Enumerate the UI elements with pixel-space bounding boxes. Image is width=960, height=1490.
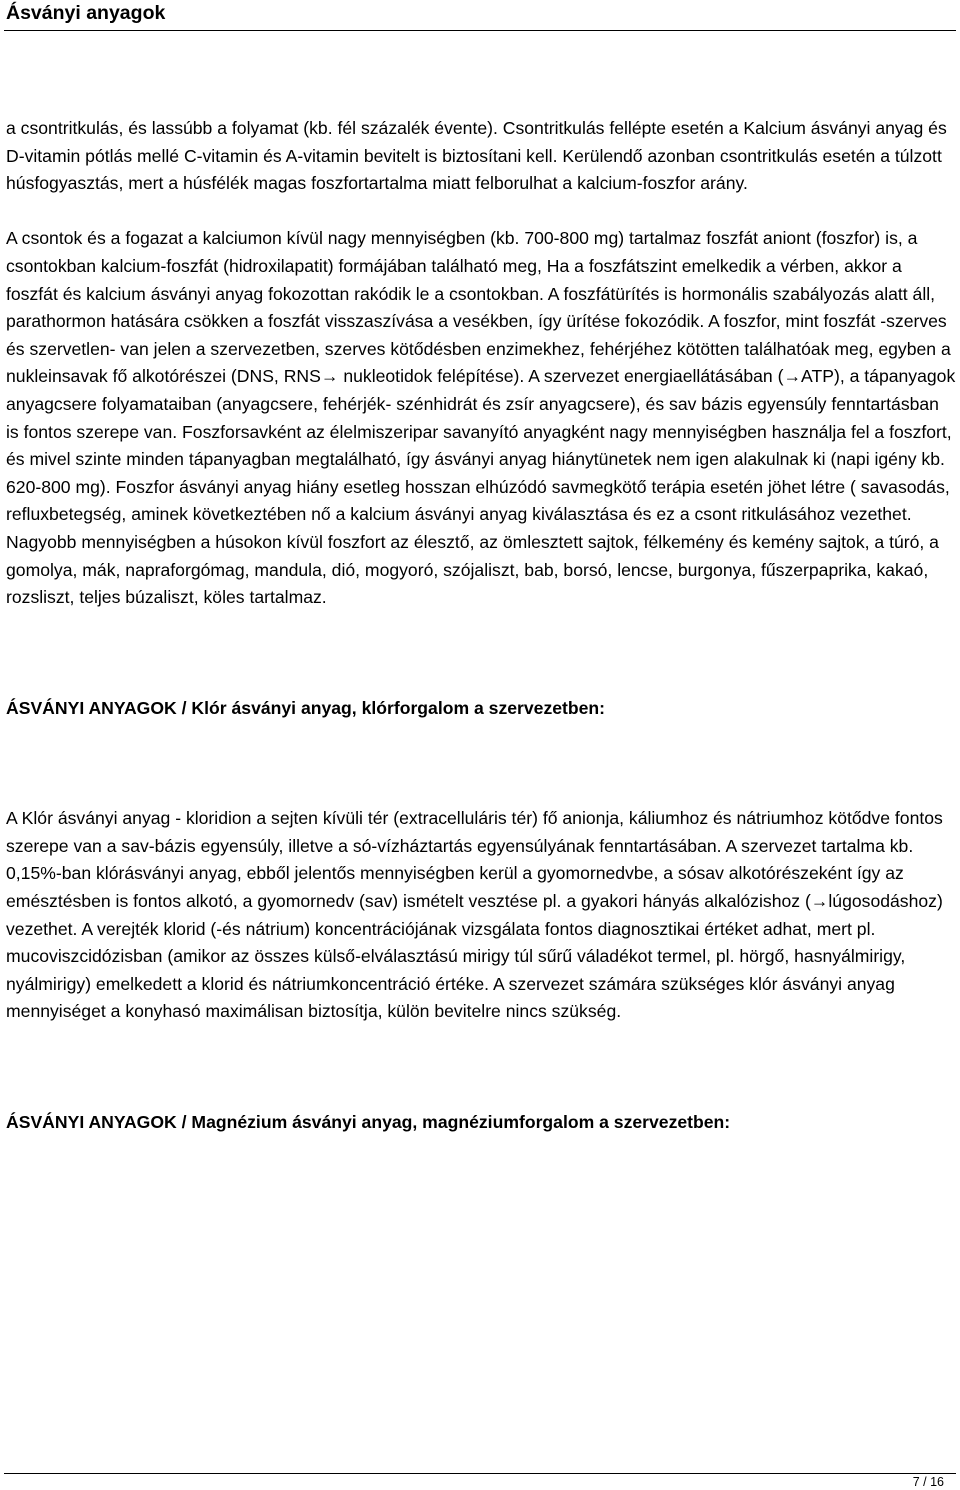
paragraph-chlorine: A Klór ásványi anyag - kloridion a sejten kívüli tér (extracelluláris tér) fő anionja, káliumhoz és nátriumhoz kötődve fontos szerepe van a sav-bázis egyensúly, illetve a só-vízháztartás egyensúlyának fenntartásában. A szervezet tartalma kb. 0,15%-ban klórásványi anyag, ebből jelentős mennyiségben kerül a gyomornedvbe, a sósav alkotórészeként így az emésztésben is fontos alkotó, a gyomornedv (sav) ismételt vesztése pl. a gyakori hányás alkalózishoz (→lúgosodáshoz) vezethet. A verejték klorid (-és nátrium) koncentrációjának vizsgálata fontos diagnosztikai értéket adhat, mert pl. mucoviszcidózisban (amikor az összes külső-elválasztású mirigy túl sűrű váladékot termel, pl. hörgő, hasnyálmirigy, nyálmirigy) emelkedett a klorid és nátriumkoncentráció értéke. A szervezet számára szükséges klór ásványi anyag mennyiséget a konyhasó maximálisan biztosítja, külön bevitelre nincs szükség.	[6, 808, 943, 1022]
page-header	[0, 0, 960, 34]
header-divider	[4, 30, 956, 31]
page-number: 7 / 16	[912, 1475, 944, 1489]
section-heading-magnesium: ÁSVÁNYI ANYAGOK / Magnézium ásványi anyag, magnéziumforgalom a szervezetben:	[6, 1112, 731, 1133]
footer-divider	[4, 1473, 956, 1474]
paragraph-osteoporosis: a csontritkulás, és lassúbb a folyamat (kb. fél százalék évente). Csontritkulás fellépte esetén a Kalcium ásványi anyag és D-vitamin pótlás mellé C-vitamin és A-vitamin bevitelt is biztosítani kell. Kerülendő azonban csontritkulás esetén a túlzott húsfogyasztás, mert a húsfélék magas foszfortartalma miatt felborulhat a kalcium-foszfor arány.	[6, 118, 947, 194]
document-title: Ásványi anyagok	[6, 2, 166, 24]
section-heading-chlorine: ÁSVÁNYI ANYAGOK / Klór ásványi anyag, klórforgalom a szervezetben:	[6, 697, 606, 718]
paragraph-phosphorus: A csontok és a fogazat a kalciumon kívül nagy mennyiségben (kb. 700-800 mg) tartalmaz foszfát aniont (foszfor) is, a csontokban kalcium-foszfát (hidroxilapatit) formájában található meg, Ha a foszfátszint emelkedik a vérben, akkor a foszfát és kalcium ásványi anyag fokozottan rakódik le a csontokban. A foszfátürítés is hormonális szabályozás alatt áll, parathormon hatására csökken a foszfát visszaszívása a vesékben, így ürítése fokozódik. A foszfor, mint foszfát -szerves és szervetlen- van jelen a szervezetben, szerves kötődésben enzimekhez, fehérjéhez kötötten találhatóak meg, egyben a nukleinsavak fő alkotórészei (DNS, RNS→ nukleotidok felépítése). A szervezet energiaellátásában (→ATP), a tápanyagok anyagcsere folyamataiban (anyagcsere, fehérjék- szénhidrát és zsír anyagcsere), és sav bázis egyensúly fenntartásban is fontos szerepe van. Foszforsavként az élelmiszeripar savanyító anyagként nagy mennyiségben használja fel a foszfort, és mivel szinte minden tápanyagban megtalálható, így ásványi anyag hiánytünetek nem igen alakulnak ki (napi igény kb. 620-800 mg). Foszfor ásványi anyag hiány esetleg hosszan elhúzódó savmegkötő terápia esetén jöhet létre ( savasodás, refluxbetegség, aminek következtében nő a kalcium ásványi anyag kiválasztása és ez a csont ritkulásához vezethet. Nagyobb mennyiségben a húsokon kívül foszfort az élesztő, az ömlesztett sajtok, félkemény és kemény sajtok, a túró, a gomolya, mák, napraforgómag, mandula, dió, mogyoró, szójaliszt, bab, borsó, lencse, burgonya, fűszerpaprika, kakaó, rozsliszt, teljes búzaliszt, köles tartalmaz.	[6, 228, 956, 608]
document-body	[6, 115, 956, 1137]
